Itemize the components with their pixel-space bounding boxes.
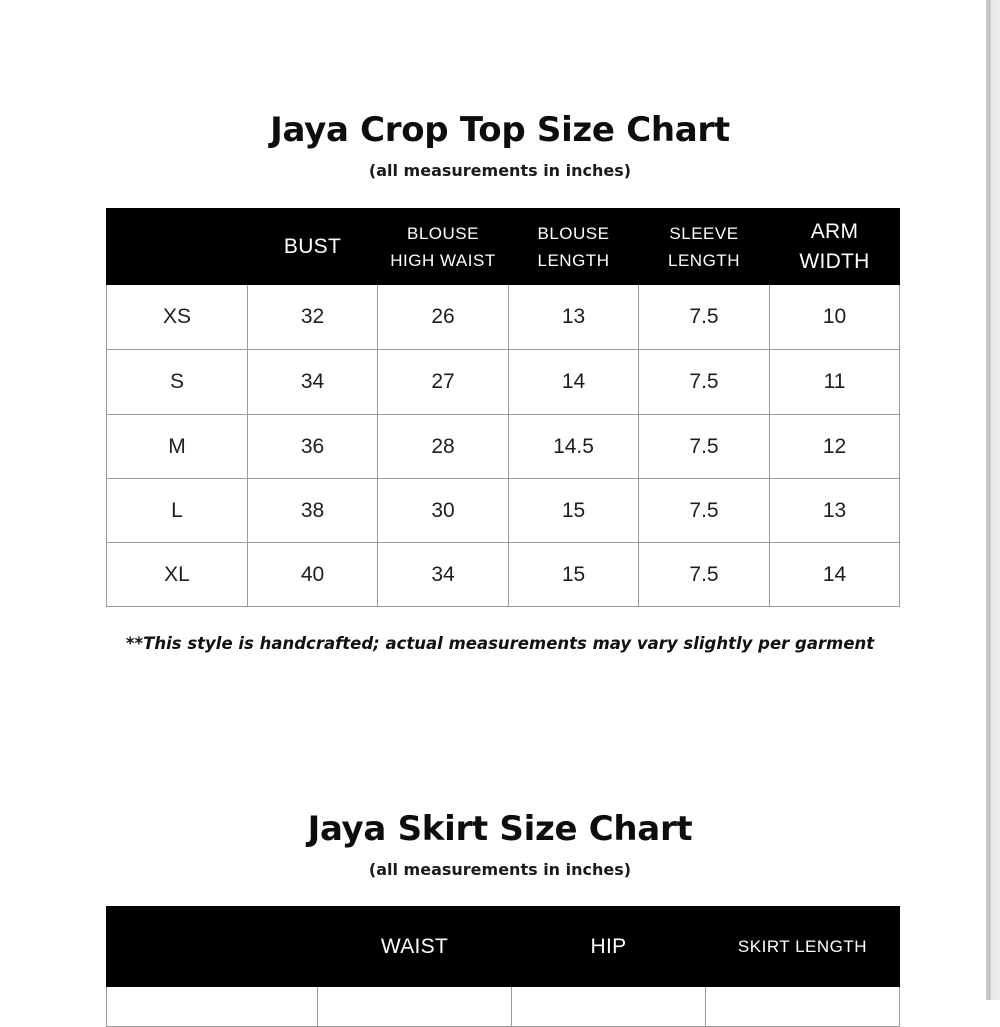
blouse-length-value: 14.5 bbox=[509, 415, 639, 479]
table-row bbox=[107, 543, 900, 607]
skirt-title: Jaya Skirt Size Chart bbox=[307, 809, 693, 849]
sleeve-length-value: 7.5 bbox=[639, 415, 770, 479]
sleeve-length-value: 7.5 bbox=[639, 350, 770, 415]
blouse-high-waist-value: 27 bbox=[378, 350, 509, 415]
blouse-length-value: 14 bbox=[509, 350, 639, 415]
table-row bbox=[107, 479, 900, 543]
table-row bbox=[107, 987, 900, 1027]
arm-width-value: 14 bbox=[770, 543, 900, 607]
crop-top-header-arm-width: ARM WIDTH bbox=[770, 209, 900, 285]
crop-top-header-size bbox=[107, 209, 248, 285]
skirt-header-size bbox=[107, 907, 318, 987]
blouse-high-waist-value: 34 bbox=[378, 543, 509, 607]
arm-width-value: 12 bbox=[770, 415, 900, 479]
sleeve-length-value: 7.5 bbox=[639, 285, 770, 350]
skirt-header-waist: WAIST bbox=[318, 907, 512, 987]
skirt-cell bbox=[706, 987, 900, 1027]
size-label: XS bbox=[107, 285, 248, 350]
crop-top-title: Jaya Crop Top Size Chart bbox=[270, 110, 730, 150]
arm-width-value: 10 bbox=[770, 285, 900, 350]
bust-value: 40 bbox=[248, 543, 378, 607]
crop-top-header-blouse-high-waist: BLOUSE HIGH WAIST bbox=[378, 209, 509, 285]
arm-width-value: 11 bbox=[770, 350, 900, 415]
skirt-cell bbox=[318, 987, 512, 1027]
skirt-header-row bbox=[107, 907, 900, 987]
sleeve-length-value: 7.5 bbox=[639, 543, 770, 607]
blouse-high-waist-value: 30 bbox=[378, 479, 509, 543]
crop-top-size-table bbox=[106, 208, 900, 607]
crop-top-header-bust: BUST bbox=[248, 209, 378, 285]
blouse-length-value: 13 bbox=[509, 285, 639, 350]
blouse-length-value: 15 bbox=[509, 479, 639, 543]
blouse-high-waist-value: 26 bbox=[378, 285, 509, 350]
size-label: L bbox=[107, 479, 248, 543]
skirt-cell bbox=[107, 987, 318, 1027]
size-label: S bbox=[107, 350, 248, 415]
blouse-high-waist-value: 28 bbox=[378, 415, 509, 479]
size-label: XL bbox=[107, 543, 248, 607]
table-row bbox=[107, 350, 900, 415]
bust-value: 34 bbox=[248, 350, 378, 415]
crop-top-subtitle: (all measurements in inches) bbox=[368, 161, 632, 180]
table-row bbox=[107, 285, 900, 350]
sleeve-length-value: 7.5 bbox=[639, 479, 770, 543]
skirt-header-skirt-length: SKIRT LENGTH bbox=[706, 907, 900, 987]
crop-top-header-blouse-length: BLOUSE LENGTH bbox=[509, 209, 639, 285]
bust-value: 38 bbox=[248, 479, 378, 543]
crop-top-header-sleeve-length: SLEEVE LENGTH bbox=[639, 209, 770, 285]
size-label: M bbox=[107, 415, 248, 479]
page-edge-shadow bbox=[986, 0, 1000, 1000]
table-row bbox=[107, 415, 900, 479]
handcrafted-footnote: **This style is handcrafted; actual measurements may vary slightly per garment bbox=[125, 634, 875, 653]
skirt-cell bbox=[512, 987, 706, 1027]
skirt-size-table bbox=[106, 906, 900, 1027]
skirt-header-hip: HIP bbox=[512, 907, 706, 987]
bust-value: 32 bbox=[248, 285, 378, 350]
arm-width-value: 13 bbox=[770, 479, 900, 543]
crop-top-header-row bbox=[107, 209, 900, 285]
blouse-length-value: 15 bbox=[509, 543, 639, 607]
bust-value: 36 bbox=[248, 415, 378, 479]
skirt-subtitle: (all measurements in inches) bbox=[368, 860, 632, 879]
